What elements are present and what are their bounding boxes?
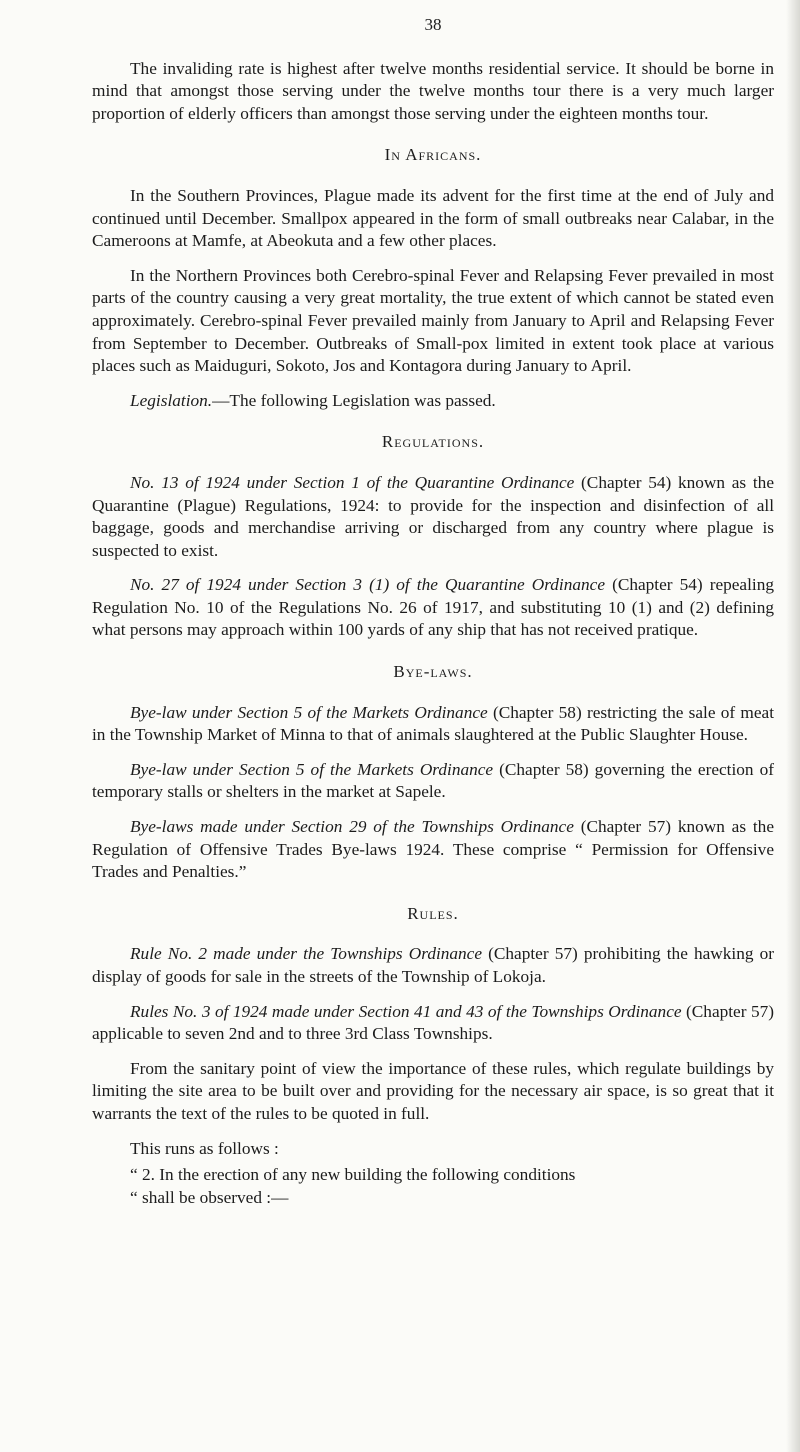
- regulation-13-text: (Chapter 54) known as the Quarantine (Plague) Regulations, 1924: to provide for the inspection and disinfection of all baggage, goods and merchandise arriving or discharged from any country where plague is suspected to exist.: [92, 472, 774, 560]
- rules-3-text: (Chapter 57) applicable to seven 2nd and to three 3rd Class Townships.: [92, 1001, 775, 1044]
- regulation-27-title: No. 27 of 1924 under Section 3 (1) of the Quarantine Ordinance: [130, 575, 605, 595]
- paragraph-bye-law-sapele: [92, 759, 774, 804]
- paragraph-sanitary: From the sanitary point of view the importance of these rules, which regulate buildings by limiting the site area to be built over and providing for the necessary air space, is so great that it warrants the text of the rules to be quoted in full.: [92, 1058, 774, 1123]
- rule-2-title: Rule No. 2 made under the Townships Ordinance: [130, 944, 483, 964]
- rules-3-title: Rules No. 3 of 1924 made under Section 41 and 43 of the Townships Ordinance: [130, 1001, 682, 1021]
- bye-law-minna-text: (Chapter 58) restricting the sale of meat in the Township Market of Minna to that of animals slaughtered at the Public Slaughter House.: [92, 702, 774, 745]
- heading-regulations: Regulations.: [381, 432, 485, 452]
- bye-law-minna-title: Bye-law under Section 5 of the Markets Ordinance: [130, 702, 488, 722]
- paragraph-invaliding: The invaliding rate is highest after twelve months residential service. It should be borne in mind that amongst those serving under the twelve months tour there is a very much larger proportion of elderly officers than amongst those serving under the eighteen months tour.: [92, 58, 774, 123]
- regulation-13-title: No. 13 of 1924 under Section 1 of the Quarantine Ordinance: [130, 472, 575, 492]
- bye-law-offensive-trades-title: Bye-laws made under Section 29 of the Townships Ordinance: [130, 817, 574, 837]
- paragraph-quote-line-1: “ 2. In the erection of any new building the following conditions: [130, 1165, 576, 1185]
- paragraph-quote-line-2: “ shall be observed :—: [130, 1187, 289, 1207]
- paragraph-regulation-27: [92, 574, 774, 642]
- page-number: 38: [424, 15, 442, 34]
- paragraph-legislation: [92, 390, 774, 413]
- paragraph-northern-provinces: In the Northern Provinces both Cerebro-spinal Fever and Relapsing Fever prevailed in most parts of the country causing a very great mortality, the true extent of which cannot be stated even approximately. Cerebro-spinal Fever prevailed mainly from January to April and Relapsing Fever from September to December. Outbreaks of Small-pox limited in extent took place at various places such as Maiduguri, Sokoto, Jos and Kontagora during January to April.: [92, 265, 774, 376]
- paragraph-bye-law-offensive-trades: [92, 816, 774, 884]
- heading-in-africans: In Africans.: [384, 145, 482, 165]
- bye-law-offensive-trades-text: (Chapter 57) known as the Regulation of Offensive Trades Bye-laws 1924. These comprise “ Permission for Offensive Trades and Penalties.”: [92, 817, 774, 882]
- rule-2-text: (Chapter 57) prohibiting the hawking or display of goods for sale in the streets of the Township of Lokoja.: [92, 944, 774, 986]
- paragraph-rules-3: [92, 1001, 774, 1046]
- paragraph-runs-as-follows: This runs as follows :: [130, 1138, 279, 1158]
- heading-rules: Rules.: [407, 903, 459, 923]
- paragraph-regulation-13: [92, 472, 774, 562]
- bye-law-sapele-text: (Chapter 58) governing the erection of temporary stalls or shelters in the market at Sapele.: [92, 759, 774, 802]
- legislation-text: —The following Legislation was passed.: [212, 390, 496, 410]
- regulation-27-text: (Chapter 54) repealing Regulation No. 10 of the Regulations No. 26 of 1917, and substituting 10 (1) and (2) defining what persons may approach within 100 yards of any ship that has not received pratique.: [92, 575, 774, 640]
- heading-bye-laws: Bye-laws.: [393, 662, 473, 682]
- page-edge-shadow: [786, 0, 800, 1452]
- paragraph-rule-2: [92, 943, 774, 988]
- legislation-label: Legislation.: [130, 390, 213, 410]
- paragraph-southern-provinces: In the Southern Provinces, Plague made its advent for the first time at the end of July and continued until December. Smallpox appeared in the form of small outbreaks near Calabar, in the Cameroons at Mamfe, at Abeokuta and a few other places.: [92, 185, 774, 251]
- bye-law-sapele-title: Bye-law under Section 5 of the Markets Ordinance: [130, 759, 494, 779]
- document-page: [92, 14, 774, 1221]
- paragraph-bye-law-minna: [92, 702, 774, 747]
